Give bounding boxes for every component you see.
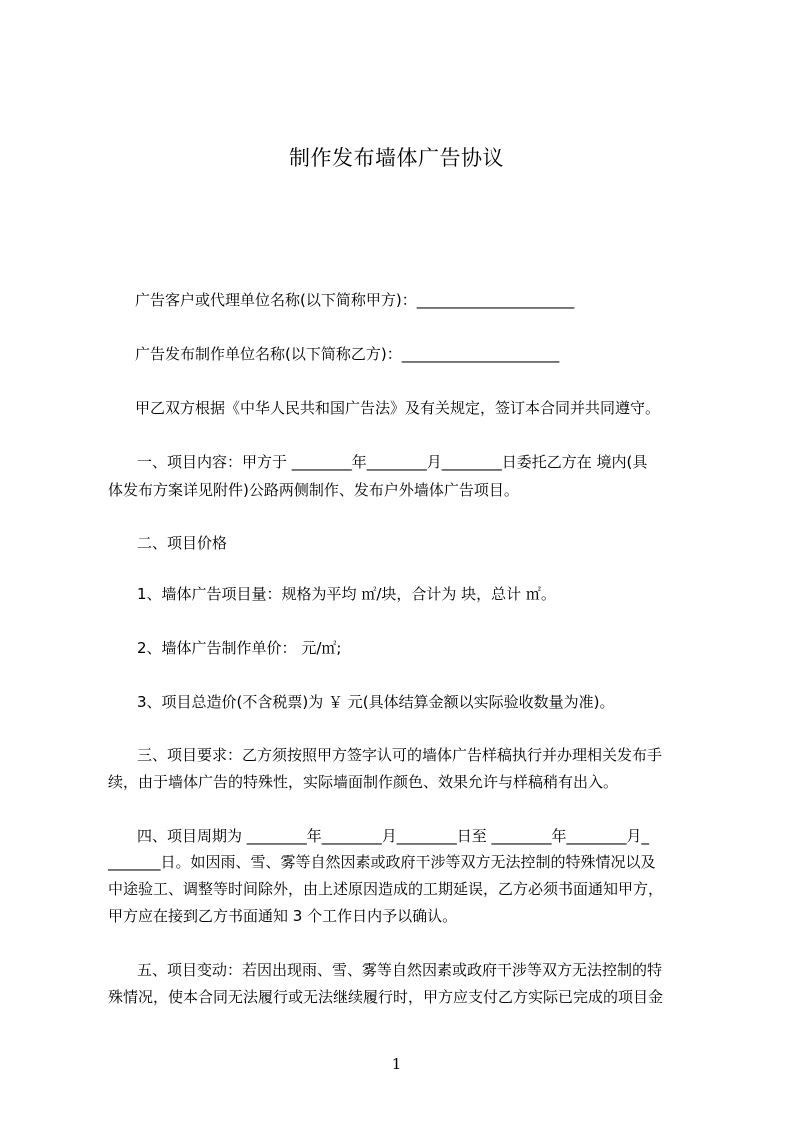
section2-item1: 1、墙体广告项目量：规格为平均 ㎡/块，合计为 块，总计 ㎡。 xyxy=(137,585,556,603)
party-b-line: 广告发布制作单位名称(以下简称乙方)：_____________________ xyxy=(135,345,560,363)
preamble: 甲乙双方根据《中华人民共和国广告法》及有关规定，签订本合同并共同遵守。 xyxy=(135,399,661,417)
section1-line2: 体发布方案详见附件)公路两侧制作、发布户外墙体广告项目。 xyxy=(108,481,519,499)
page-title: 制作发布墙体广告协议 xyxy=(289,146,504,170)
section2-heading: 二、项目价格 xyxy=(137,534,228,552)
section3-line2: 续，由于墙体广告的特殊性，实际墙面制作颜色、效果允许与样稿稍有出入。 xyxy=(108,773,619,791)
page-number: 1 xyxy=(391,1055,402,1073)
party-a-line: 广告客户或代理单位名称(以下简称甲方)：_____________________ xyxy=(135,291,575,309)
section4-line1: 四、项目周期为 ________年________月________日至 ________年________月_ xyxy=(137,827,650,845)
section3-line1: 三、项目要求：乙方须按照甲方签字认可的墙体广告样稿执行并办理相关发布手 xyxy=(137,746,663,764)
section5-line1: 五、项目变动：若因出现雨、雪、雾等自然因素或政府干涉等双方无法控制的特 xyxy=(137,961,663,979)
section5-line2: 殊情况，使本合同无法履行或无法继续履行时，甲方应支付乙方实际已完成的项目金 xyxy=(108,988,664,1006)
section4-line2: _______日。如因雨、雪、雾等自然因素或政府干涉等双方无法控制的特殊情况以及 xyxy=(108,853,656,871)
section4-line4: 甲方应在接到乙方书面通知 3 个工作日内予以确认。 xyxy=(108,907,458,925)
section2-item2: 2、墙体广告制作单价： 元/㎡; xyxy=(137,639,342,657)
section4-line3: 中途验工、调整等时间除外，由上述原因造成的工期延误，乙方必须书面通知甲方， xyxy=(108,880,664,898)
section2-item3: 3、项目总造价(不含税票)为 ￥ 元(具体结算金额以实际验收数量为准)。 xyxy=(137,693,615,711)
section1-line1: 一、项目内容：甲方于 ________年________月________日委托乙方在 境内(具 xyxy=(137,453,648,471)
